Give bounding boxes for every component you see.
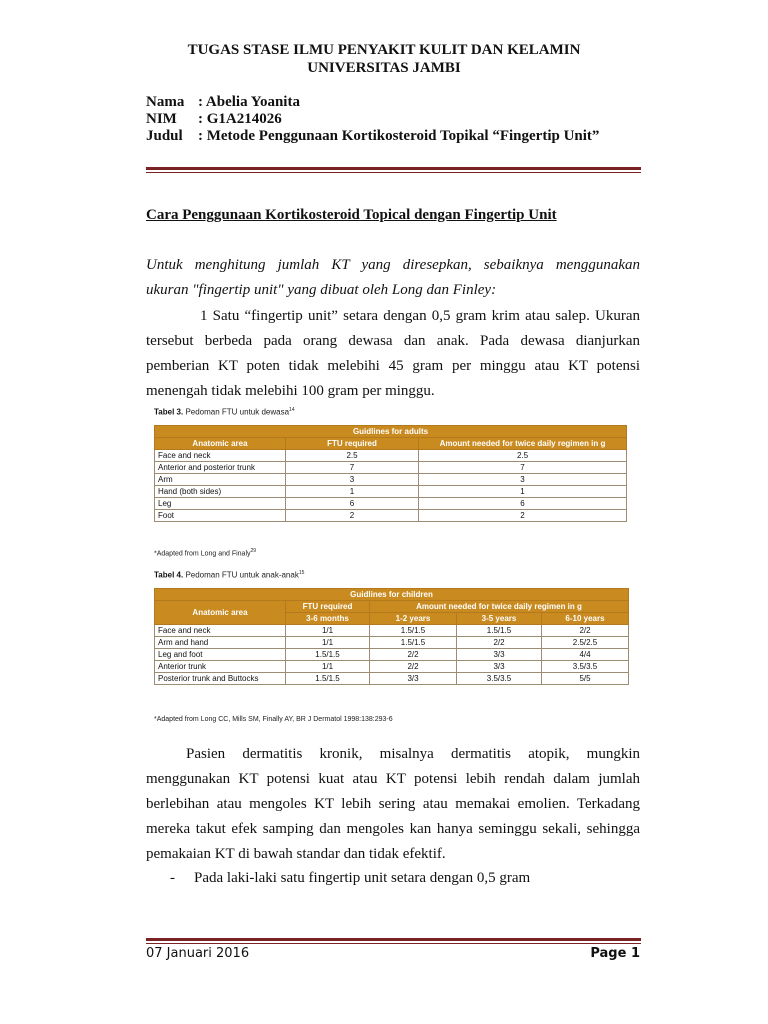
table3-cell: 2.5 <box>419 450 627 462</box>
table4-row <box>155 625 629 637</box>
table3-row <box>155 450 627 462</box>
table3-row <box>155 486 627 498</box>
table4-row <box>155 649 629 661</box>
table4-row <box>155 661 629 673</box>
table4-cell: Anterior trunk <box>155 661 286 673</box>
footer-page-number: Page 1 <box>590 946 640 961</box>
intro-line: ukuran "fingertip unit" yang dibuat oleh Long dan Finley: <box>146 282 497 298</box>
intro-line: Untuk menghitung jumlah KT yang diresepkan, sebaiknya menggunakan <box>146 257 640 273</box>
table4-cell: 2/2 <box>370 649 457 661</box>
table3-caption-text: Pedoman FTU untuk dewasa <box>185 407 290 417</box>
footer-rule-thin <box>146 943 641 944</box>
table3-cell: 6 <box>286 498 419 510</box>
document-header-line2: UNIVERSITAS JAMBI <box>307 60 461 76</box>
table4-cell: 1.5/1.5 <box>370 625 457 637</box>
table4-cell: 1.5/1.5 <box>286 649 370 661</box>
intro-paragraph <box>146 253 640 303</box>
table4-ftu-header: FTU required <box>286 601 370 613</box>
table3-cell: 3 <box>419 474 627 486</box>
table3-cell: 1 <box>419 486 627 498</box>
table3-cell: Foot <box>155 510 286 522</box>
table3-cell: Face and neck <box>155 450 286 462</box>
name-label: Nama <box>146 94 185 110</box>
table3-cell: Leg <box>155 498 286 510</box>
table3-header-cell: Anatomic area <box>155 438 286 450</box>
bullet-item <box>170 870 530 887</box>
table4-caption-text: Pedoman FTU untuk anak-anak <box>185 570 299 580</box>
table3-cell: 2.5 <box>286 450 419 462</box>
table4-caption-label: Tabel 4. <box>154 570 184 580</box>
table4-cell: 5/5 <box>542 673 629 685</box>
table4-age-header: 3-5 years <box>457 613 542 625</box>
table4-cell: 4/4 <box>542 649 629 661</box>
table3-header-row <box>155 438 627 450</box>
table4-cell: 2/2 <box>542 625 629 637</box>
table3-footnote-ref: 29 <box>250 548 257 554</box>
table3-footnote-text: *Adapted from Long and Finaly <box>154 550 251 558</box>
table4-cell: 2.5/2.5 <box>542 637 629 649</box>
table4-row <box>155 637 629 649</box>
title-label: Judul <box>146 128 183 144</box>
table4-cell: 3.5/3.5 <box>542 661 629 673</box>
table4-caption <box>154 570 304 580</box>
info-nim <box>146 111 282 128</box>
paragraph-line: pemakaian KT di bawah standar dan tidak efektif. <box>146 846 446 862</box>
table4-age-header: 1-2 years <box>370 613 457 625</box>
table4-age-header: 3-6 months <box>286 613 370 625</box>
paragraph-line: berlebihan atau mengoles KT lebih sering atau memakai emolien. Terkadang <box>146 796 640 812</box>
paragraph-1 <box>146 304 640 404</box>
paragraph-line: 1 Satu “fingertip unit” setara dengan 0,5 gram krim atau salep. Ukuran <box>200 308 640 324</box>
table3-cell: 7 <box>419 462 627 474</box>
table4-cell: Posterior trunk and Buttocks <box>155 673 286 685</box>
footer-date: 07 Januari 2016 <box>146 946 250 961</box>
table4-caption-ref: 15 <box>298 570 305 576</box>
table3-caption-ref: 14 <box>289 407 295 413</box>
table4-cell: 3/3 <box>370 673 457 685</box>
table3-row <box>155 498 627 510</box>
table3-adults <box>154 425 627 522</box>
table3-row <box>155 462 627 474</box>
table3-cell: Arm <box>155 474 286 486</box>
table3-footnote <box>154 548 256 557</box>
table3-cell: 7 <box>286 462 419 474</box>
table3-caption <box>154 407 295 417</box>
table3-row <box>155 474 627 486</box>
nim-label: NIM <box>146 111 177 127</box>
header-rule-thick <box>146 167 641 170</box>
table3-row <box>155 510 627 522</box>
table4-amount-header: Amount needed for twice daily regimen in g <box>370 601 629 613</box>
table4-cell: Face and neck <box>155 625 286 637</box>
table4-cell: 3/3 <box>457 661 542 673</box>
table4-cell: 2/2 <box>370 661 457 673</box>
table3-caption-label: Tabel 3. <box>154 407 184 417</box>
footer-rule-thick <box>146 938 641 941</box>
table4-cell: Arm and hand <box>155 637 286 649</box>
section-title: Cara Penggunaan Kortikosteroid Topical dengan Fingertip Unit <box>146 207 557 223</box>
table4-cell: Leg and foot <box>155 649 286 661</box>
table4-cell: 3.5/3.5 <box>457 673 542 685</box>
table4-cell: 1/1 <box>286 661 370 673</box>
paragraph-line: tersebut berbeda pada orang dewasa dan anak. Pada dewasa dianjurkan <box>146 333 640 349</box>
table4-row <box>155 673 629 685</box>
table4-cell: 1.5/1.5 <box>370 637 457 649</box>
table4-cell: 1.5/1.5 <box>457 625 542 637</box>
paragraph-line: pemberian KT poten tidak melebihi 45 gram per minggu atau KT potensi <box>146 358 640 374</box>
table4-group-header: Guidlines for children <box>155 589 629 601</box>
table4-footnote: *Adapted from Long CC, Mills SM, Finally AY, BR J Dermatol 1998:138:293-6 <box>154 716 393 723</box>
paragraph-line: menggunakan KT potensi kuat atau KT potensi lebih rendah dalam jumlah <box>146 771 640 787</box>
title-value: : Metode Penggunaan Kortikosteroid Topikal “Fingertip Unit” <box>198 128 600 144</box>
table4-age-header: 6-10 years <box>542 613 629 625</box>
bullet-marker: - <box>170 870 175 886</box>
table4-group-header-row <box>155 589 629 601</box>
document-header-line1: TUGAS STASE ILMU PENYAKIT KULIT DAN KELAMIN <box>187 42 581 58</box>
bullet-text: Pada laki-laki satu fingertip unit setara dengan 0,5 gram <box>194 870 531 886</box>
table4-header-row <box>155 601 629 613</box>
table4-area-header: Anatomic area <box>155 601 286 625</box>
info-name <box>146 94 300 111</box>
table3-cell: 2 <box>419 510 627 522</box>
header-rule-thin <box>146 172 641 173</box>
table3-group-header: Guidlines for adults <box>155 426 627 438</box>
table3-cell: Anterior and posterior trunk <box>155 462 286 474</box>
table3-cell: 2 <box>286 510 419 522</box>
table3-cell: 6 <box>419 498 627 510</box>
table4-cell: 3/3 <box>457 649 542 661</box>
paragraph-2 <box>146 742 640 867</box>
table3-cell: Hand (both sides) <box>155 486 286 498</box>
paragraph-line: menengah tidak melebihi 100 gram per minggu. <box>146 383 435 399</box>
table3-cell: 3 <box>286 474 419 486</box>
table4-cell: 1/1 <box>286 637 370 649</box>
nim-value: : G1A214026 <box>198 111 282 127</box>
table4-cell: 1/1 <box>286 625 370 637</box>
info-title <box>146 128 599 145</box>
table3-group-header-row <box>155 426 627 438</box>
table3-header-cell: Amount needed for twice daily regimen in g <box>419 438 627 450</box>
paragraph-line: mereka takut efek samping dan mengoles kan hanya seminggu sekali, sehingga <box>146 821 640 837</box>
table4-cell: 2/2 <box>457 637 542 649</box>
table3-header-cell: FTU required <box>286 438 419 450</box>
table4-children <box>154 588 629 685</box>
paragraph-line: Pasien dermatitis kronik, misalnya dermatitis atopik, mungkin <box>186 746 640 762</box>
table4-cell: 1.5/1.5 <box>286 673 370 685</box>
name-value: : Abelia Yoanita <box>198 94 300 110</box>
table3-cell: 1 <box>286 486 419 498</box>
